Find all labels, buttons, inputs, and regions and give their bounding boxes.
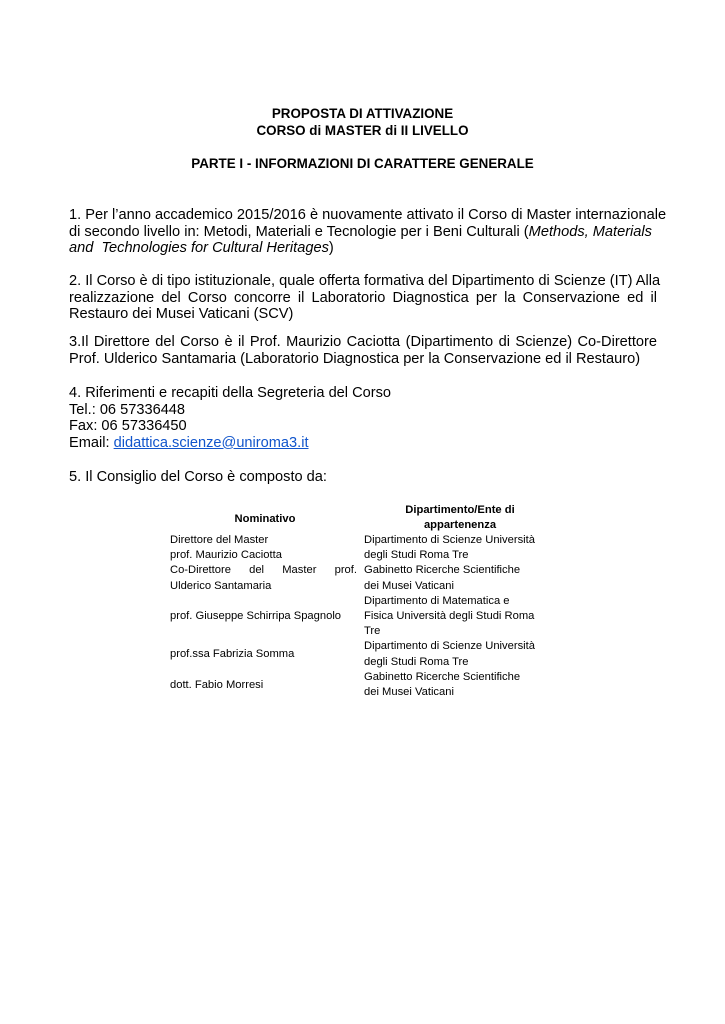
paragraph-1-line-3 xyxy=(69,240,657,257)
paragraph-5-line-1: 5. Il Consiglio del Corso è composto da: xyxy=(69,469,327,485)
paragraph-1 xyxy=(69,207,667,257)
dipartimento-cell xyxy=(364,670,564,700)
email-line xyxy=(69,435,657,452)
email-link[interactable]: didattica.scienze@uniroma3.it xyxy=(113,434,309,451)
section-heading: PARTE I - INFORMAZIONI DI CARATTERE GENERALE xyxy=(191,156,534,171)
dipartimento-line: Fisica Università degli Studi Roma xyxy=(364,609,535,622)
nominativo-line: prof. Giuseppe Schirripa Spagnolo xyxy=(170,609,342,622)
header-dipartimento-line-2: appartenenza xyxy=(423,519,497,532)
nominativo-cell xyxy=(170,678,360,693)
dipartimento-cell xyxy=(364,563,564,593)
dipartimento-cell xyxy=(364,594,564,640)
dipartimento-line: Tre xyxy=(364,625,381,638)
header-dipartimento xyxy=(360,503,560,533)
dipartimento-line: degli Studi Roma Tre xyxy=(364,655,469,668)
paragraph-3 xyxy=(69,334,657,367)
paragraph-4 xyxy=(69,385,657,451)
paragraph-2-line-3: Restauro dei Musei Vaticani (SCV) xyxy=(69,306,294,323)
phone-number: Tel.: 06 57336448 xyxy=(69,401,186,418)
paragraph-2-line-1: 2. Il Corso è di tipo istituzionale, quale offerta formativa del Dipartimento di Scienze (IT) Alla xyxy=(69,273,661,289)
fax-number: Fax: 06 57336450 xyxy=(69,418,187,435)
paragraph-2 xyxy=(69,273,661,323)
dipartimento-line: degli Studi Roma Tre xyxy=(364,549,469,562)
nominativo-line: Ulderico Santamaria xyxy=(170,579,272,592)
document-title-line1: PROPOSTA DI ATTIVAZIONE xyxy=(271,106,454,121)
paragraph-1-line-2 xyxy=(69,224,657,241)
email-label: Email: xyxy=(69,434,114,451)
paragraph-1-line-3-italic: and Technologies for Cultural Heritages xyxy=(69,240,329,257)
nominativo-line-part: Co-Direttore del Master xyxy=(170,564,317,577)
paragraph-1-line-2-italic: Methods, Materials xyxy=(528,223,652,240)
nominativo-cell xyxy=(170,533,360,563)
paragraph-1-line-1: 1. Per l’anno accademico 2015/2016 è nuovamente attivato il Corso di Master internazionale xyxy=(69,207,667,223)
paragraph-3-line-2: Prof. Ulderico Santamaria (Laboratorio Diagnostica per la Conservazione ed il Restauro) xyxy=(69,350,641,367)
paragraph-3-line-1: 3.Il Direttore del Corso è il Prof. Maurizio Caciotta (Dipartimento di Scienze) Co-Direttore xyxy=(69,334,657,350)
dipartimento-line: dei Musei Vaticani xyxy=(364,579,454,592)
nominativo-line: dott. Fabio Morresi xyxy=(170,678,264,691)
dipartimento-line: Gabinetto Ricerche Scientifiche xyxy=(364,564,521,577)
nominativo-cell xyxy=(170,609,360,624)
nominativo-line xyxy=(170,563,357,578)
paragraph-2-line-2: realizzazione del Corso concorre il Laboratorio Diagnostica per la Conservazione ed il xyxy=(69,289,657,306)
dipartimento-line: Dipartimento di Scienze Università xyxy=(364,534,535,546)
paragraph-4-line-1: 4. Riferimenti e recapiti della Segreteria del Corso xyxy=(69,385,392,401)
dipartimento-line: Dipartimento di Scienze Università xyxy=(364,640,535,653)
paragraph-1-line-3-end: ) xyxy=(328,240,334,257)
document-title-line2: CORSO di MASTER di II LIVELLO xyxy=(256,123,469,138)
dipartimento-cell xyxy=(364,533,564,563)
nominativo-line: Direttore del Master xyxy=(170,534,269,546)
dipartimento-line: Dipartimento di Matematica e xyxy=(364,594,510,607)
nominativo-line: prof. Maurizio Caciotta xyxy=(170,549,282,562)
dipartimento-line: Gabinetto Ricerche Scientifiche xyxy=(364,670,521,683)
dipartimento-cell xyxy=(364,639,564,669)
nominativo-cell xyxy=(170,647,360,662)
nominativo-cell xyxy=(170,563,360,593)
nominativo-line: prof.ssa Fabrizia Somma xyxy=(170,648,295,661)
paragraph-1-line-2-text: di secondo livello in: Metodi, Materiali e Tecnologie per i Beni Culturali ( xyxy=(69,223,529,240)
paragraph-5 xyxy=(69,469,657,486)
nominativo-line-part: prof. xyxy=(334,564,357,577)
header-dipartimento-line-1: Dipartimento/Ente di xyxy=(405,504,515,516)
dipartimento-line: dei Musei Vaticani xyxy=(364,685,454,698)
header-nominativo: Nominativo xyxy=(234,513,296,525)
